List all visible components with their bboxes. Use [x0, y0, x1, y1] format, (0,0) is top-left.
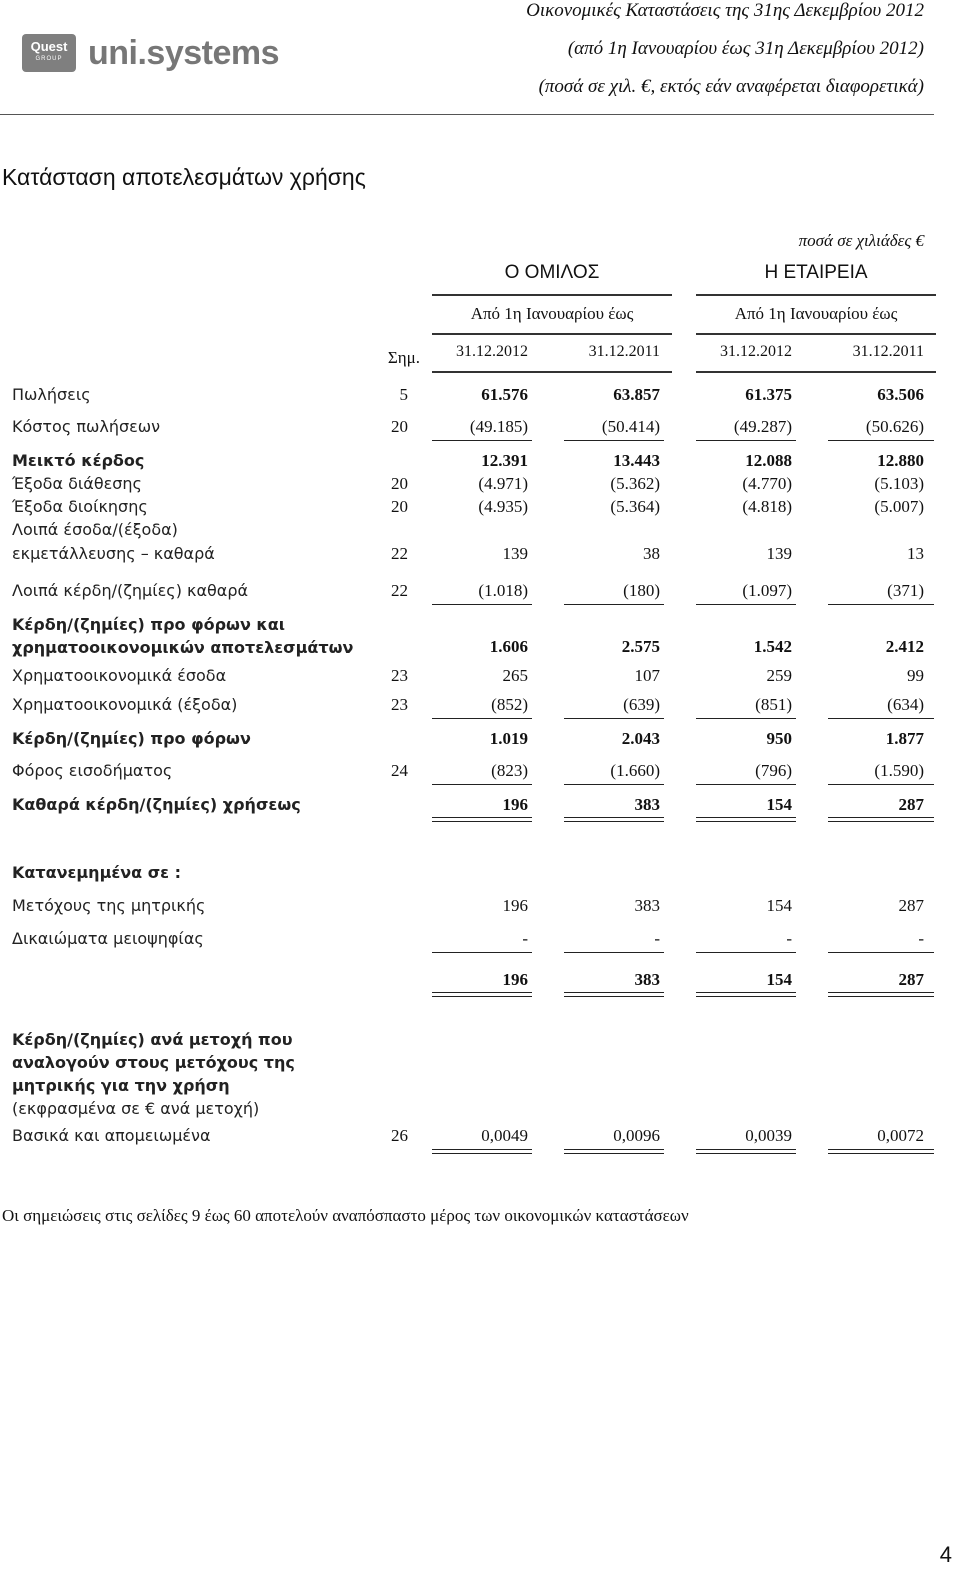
cell-value: 196 [502, 795, 528, 814]
cell-value: 1.606 [489, 637, 528, 656]
row-label-finance-expense: Χρηματοοικονομικά (έξοδα) [12, 695, 238, 714]
cell-value: 1.019 [489, 729, 528, 748]
row-note: 26 [391, 1126, 408, 1145]
total-double-rule [828, 1149, 934, 1154]
group-header: Ο ΟΜΙΛΟΣ [504, 262, 600, 283]
company-date-rule [696, 371, 936, 373]
cell-value: 265 [502, 666, 528, 685]
row-label-cost-of-sales: Κόστος πωλήσεων [12, 417, 161, 436]
row-note: 20 [391, 497, 408, 516]
row-label-minority: Δικαιώματα μειοψηφίας [12, 929, 204, 948]
cell-value: 0,0039 [745, 1126, 792, 1145]
total-double-rule [828, 817, 934, 822]
subtotal-rule [828, 952, 934, 953]
company-period-label: Από 1η Ιανουαρίου έως [734, 304, 898, 323]
logo-wordmark: uni.systems [88, 34, 280, 72]
row-label-administrative: Έξοδα διοίκησης [12, 497, 148, 516]
row-label-sales: Πωλήσεις [12, 385, 91, 404]
cell-value: (1.097) [742, 581, 792, 600]
cell-value: 0,0096 [613, 1126, 660, 1145]
subtotal-rule [696, 952, 796, 953]
subtotal-rule [828, 604, 934, 605]
eps-unit-note: (εκφρασμένα σε € ανά μετοχή) [12, 1099, 260, 1118]
subtotal-rule [432, 718, 532, 719]
subtotal-rule [432, 604, 532, 605]
row-note: 22 [391, 544, 408, 563]
cell-value: 196 [502, 970, 528, 989]
row-label-basic-diluted: Βασικά και απομειωμένα [12, 1126, 211, 1145]
date-header: 31.12.2011 [852, 343, 924, 360]
cell-value: 38 [643, 544, 660, 563]
subtotal-rule [696, 718, 796, 719]
subtotal-rule [828, 784, 934, 785]
cell-value: 154 [766, 896, 792, 915]
cell-value: 154 [766, 970, 792, 989]
total-double-rule [564, 992, 664, 997]
cell-value: 0,0049 [481, 1126, 528, 1145]
subtotal-rule [828, 440, 934, 441]
subtotal-rule [696, 440, 796, 441]
total-double-rule [696, 817, 796, 822]
subtotal-rule [564, 604, 664, 605]
cell-value: 0,0072 [877, 1126, 924, 1145]
company-logo [22, 32, 322, 74]
cell-value: (5.103) [874, 474, 924, 493]
subtotal-rule [564, 952, 664, 953]
subtotal-rule [696, 784, 796, 785]
cell-value: (180) [623, 581, 660, 600]
group-period-label: Από 1η Ιανουαρίου έως [470, 304, 634, 323]
cell-value: 1.877 [885, 729, 924, 748]
company-header-rule [696, 294, 936, 296]
cell-value: 63.506 [877, 385, 924, 404]
cell-value: (49.185) [469, 417, 528, 436]
footer-note: Οι σημειώσεις στις σελίδες 9 έως 60 αποτελούν αναπόσπαστο μέρος των οικονομικών καταστάσεων [2, 1206, 689, 1225]
subtotal-rule [564, 440, 664, 441]
cell-value: (50.414) [601, 417, 660, 436]
cell-value: 63.857 [613, 385, 660, 404]
total-double-rule [432, 817, 532, 822]
row-note: 23 [391, 666, 408, 685]
cell-value: 12.391 [481, 451, 528, 470]
row-label-other-operating-cont: εκμετάλλευσης – καθαρά [12, 544, 215, 563]
subtotal-rule [696, 604, 796, 605]
cell-value: (823) [491, 761, 528, 780]
cell-value: 950 [766, 729, 792, 748]
cell-value: 287 [898, 970, 924, 989]
cell-value: (634) [887, 695, 924, 714]
eps-heading: Κέρδη/(ζημίες) ανά μετοχή που [12, 1030, 293, 1049]
header-line-2: (από 1η Ιανουαρίου έως 31η Δεκεμβρίου 2012) [567, 38, 924, 59]
cell-value: 2.043 [621, 729, 660, 748]
row-note: 24 [391, 761, 408, 780]
cell-value: 13 [907, 544, 924, 563]
cell-value: 383 [634, 795, 660, 814]
subtotal-rule [432, 952, 532, 953]
row-note: 23 [391, 695, 408, 714]
subtotal-rule [432, 440, 532, 441]
cell-value: 1.542 [753, 637, 792, 656]
row-label-gross-profit: Μεικτό κέρδος [12, 451, 145, 470]
cell-value: 13.443 [613, 451, 660, 470]
cell-value: (5.362) [610, 474, 660, 493]
subtotal-rule [828, 718, 934, 719]
header-line-1: Οικονομικές Καταστάσεις της 31ης Δεκεμβρίου 2012 [526, 0, 924, 21]
note-column-header: Σημ. [387, 348, 420, 367]
cell-value: (4.935) [478, 497, 528, 516]
cell-value: 2.412 [885, 637, 924, 656]
eps-heading-cont: αναλογούν στους μετόχους της [12, 1053, 295, 1072]
cell-value: 259 [766, 666, 792, 685]
row-note: 20 [391, 417, 408, 436]
total-double-rule [564, 1149, 664, 1154]
row-label-distribution: Έξοδα διάθεσης [12, 474, 142, 493]
cell-value: (796) [755, 761, 792, 780]
cell-value: (1.590) [874, 761, 924, 780]
page-number: 4 [939, 1542, 952, 1567]
cell-value: (50.626) [865, 417, 924, 436]
row-label-income-tax: Φόρος εισοδήματος [12, 761, 173, 780]
cell-value: (4.818) [742, 497, 792, 516]
cell-value: (4.770) [742, 474, 792, 493]
cell-value: - [786, 929, 792, 948]
row-label-other-operating: Λοιπά έσοδα/(έξοδα) [12, 520, 178, 539]
cell-value: (851) [755, 695, 792, 714]
header-rule [0, 114, 934, 115]
row-note: 20 [391, 474, 408, 493]
cell-value: - [522, 929, 528, 948]
subtotal-rule [564, 718, 664, 719]
company-period-rule [696, 333, 936, 335]
cell-value: 383 [634, 970, 660, 989]
total-double-rule [696, 992, 796, 997]
row-note: 22 [391, 581, 408, 600]
cell-value: - [654, 929, 660, 948]
group-period-rule [432, 333, 672, 335]
row-label-owners: Μετόχους της μητρικής [12, 896, 206, 915]
cell-value: - [918, 929, 924, 948]
row-label-ebit-cont: χρηματοοικονομικών αποτελεσμάτων [12, 638, 354, 657]
cell-value: 154 [766, 795, 792, 814]
date-header: 31.12.2012 [720, 343, 792, 360]
cell-value: (639) [623, 695, 660, 714]
cell-value: (5.007) [874, 497, 924, 516]
page-title: Κατάσταση αποτελεσμάτων χρήσης [2, 164, 366, 190]
cell-value: 61.375 [745, 385, 792, 404]
cell-value: 287 [898, 896, 924, 915]
row-label-finance-income: Χρηματοοικονομικά έσοδα [12, 666, 227, 685]
cell-value: 139 [502, 544, 528, 563]
subtotal-rule [432, 784, 532, 785]
row-label-other-gains: Λοιπά κέρδη/(ζημίες) καθαρά [12, 581, 249, 600]
cell-value: (4.971) [478, 474, 528, 493]
unit-note: ποσά σε χιλιάδες € [798, 231, 924, 250]
row-note: 5 [399, 385, 408, 404]
allocation-heading: Κατανεμημένα σε : [12, 863, 182, 882]
header-line-3: (ποσά σε χιλ. €, εκτός εάν αναφέρεται διαφορετικά) [538, 76, 924, 97]
company-header: Η ΕΤΑΙΡΕΙΑ [764, 262, 868, 283]
total-double-rule [564, 817, 664, 822]
date-header: 31.12.2012 [456, 343, 528, 360]
total-double-rule [828, 992, 934, 997]
cell-value: (5.364) [610, 497, 660, 516]
row-label-profit-before-tax: Κέρδη/(ζημίες) προ φόρων [12, 729, 251, 748]
total-double-rule [696, 1149, 796, 1154]
group-header-rule [432, 294, 672, 296]
cell-value: 12.880 [877, 451, 924, 470]
cell-value: (852) [491, 695, 528, 714]
cell-value: 196 [502, 896, 528, 915]
cell-value: (371) [887, 581, 924, 600]
subtotal-rule [564, 784, 664, 785]
date-header: 31.12.2011 [588, 343, 660, 360]
cell-value: 12.088 [745, 451, 792, 470]
cell-value: 61.576 [481, 385, 528, 404]
row-label-ebit: Κέρδη/(ζημίες) προ φόρων και [12, 615, 286, 634]
cell-value: 287 [898, 795, 924, 814]
quest-group-badge: Quest GROUP [22, 34, 76, 72]
cell-value: (1.660) [610, 761, 660, 780]
cell-value: 139 [766, 544, 792, 563]
cell-value: 383 [634, 896, 660, 915]
cell-value: (1.018) [478, 581, 528, 600]
eps-heading-cont: μητρικής για την χρήση [12, 1076, 230, 1095]
total-double-rule [432, 1149, 532, 1154]
cell-value: 2.575 [621, 637, 660, 656]
row-label-net-profit: Καθαρά κέρδη/(ζημίες) χρήσεως [12, 795, 301, 814]
total-double-rule [432, 992, 532, 997]
cell-value: 107 [634, 666, 660, 685]
cell-value: 99 [907, 666, 924, 685]
group-date-rule [432, 371, 672, 373]
cell-value: (49.287) [733, 417, 792, 436]
